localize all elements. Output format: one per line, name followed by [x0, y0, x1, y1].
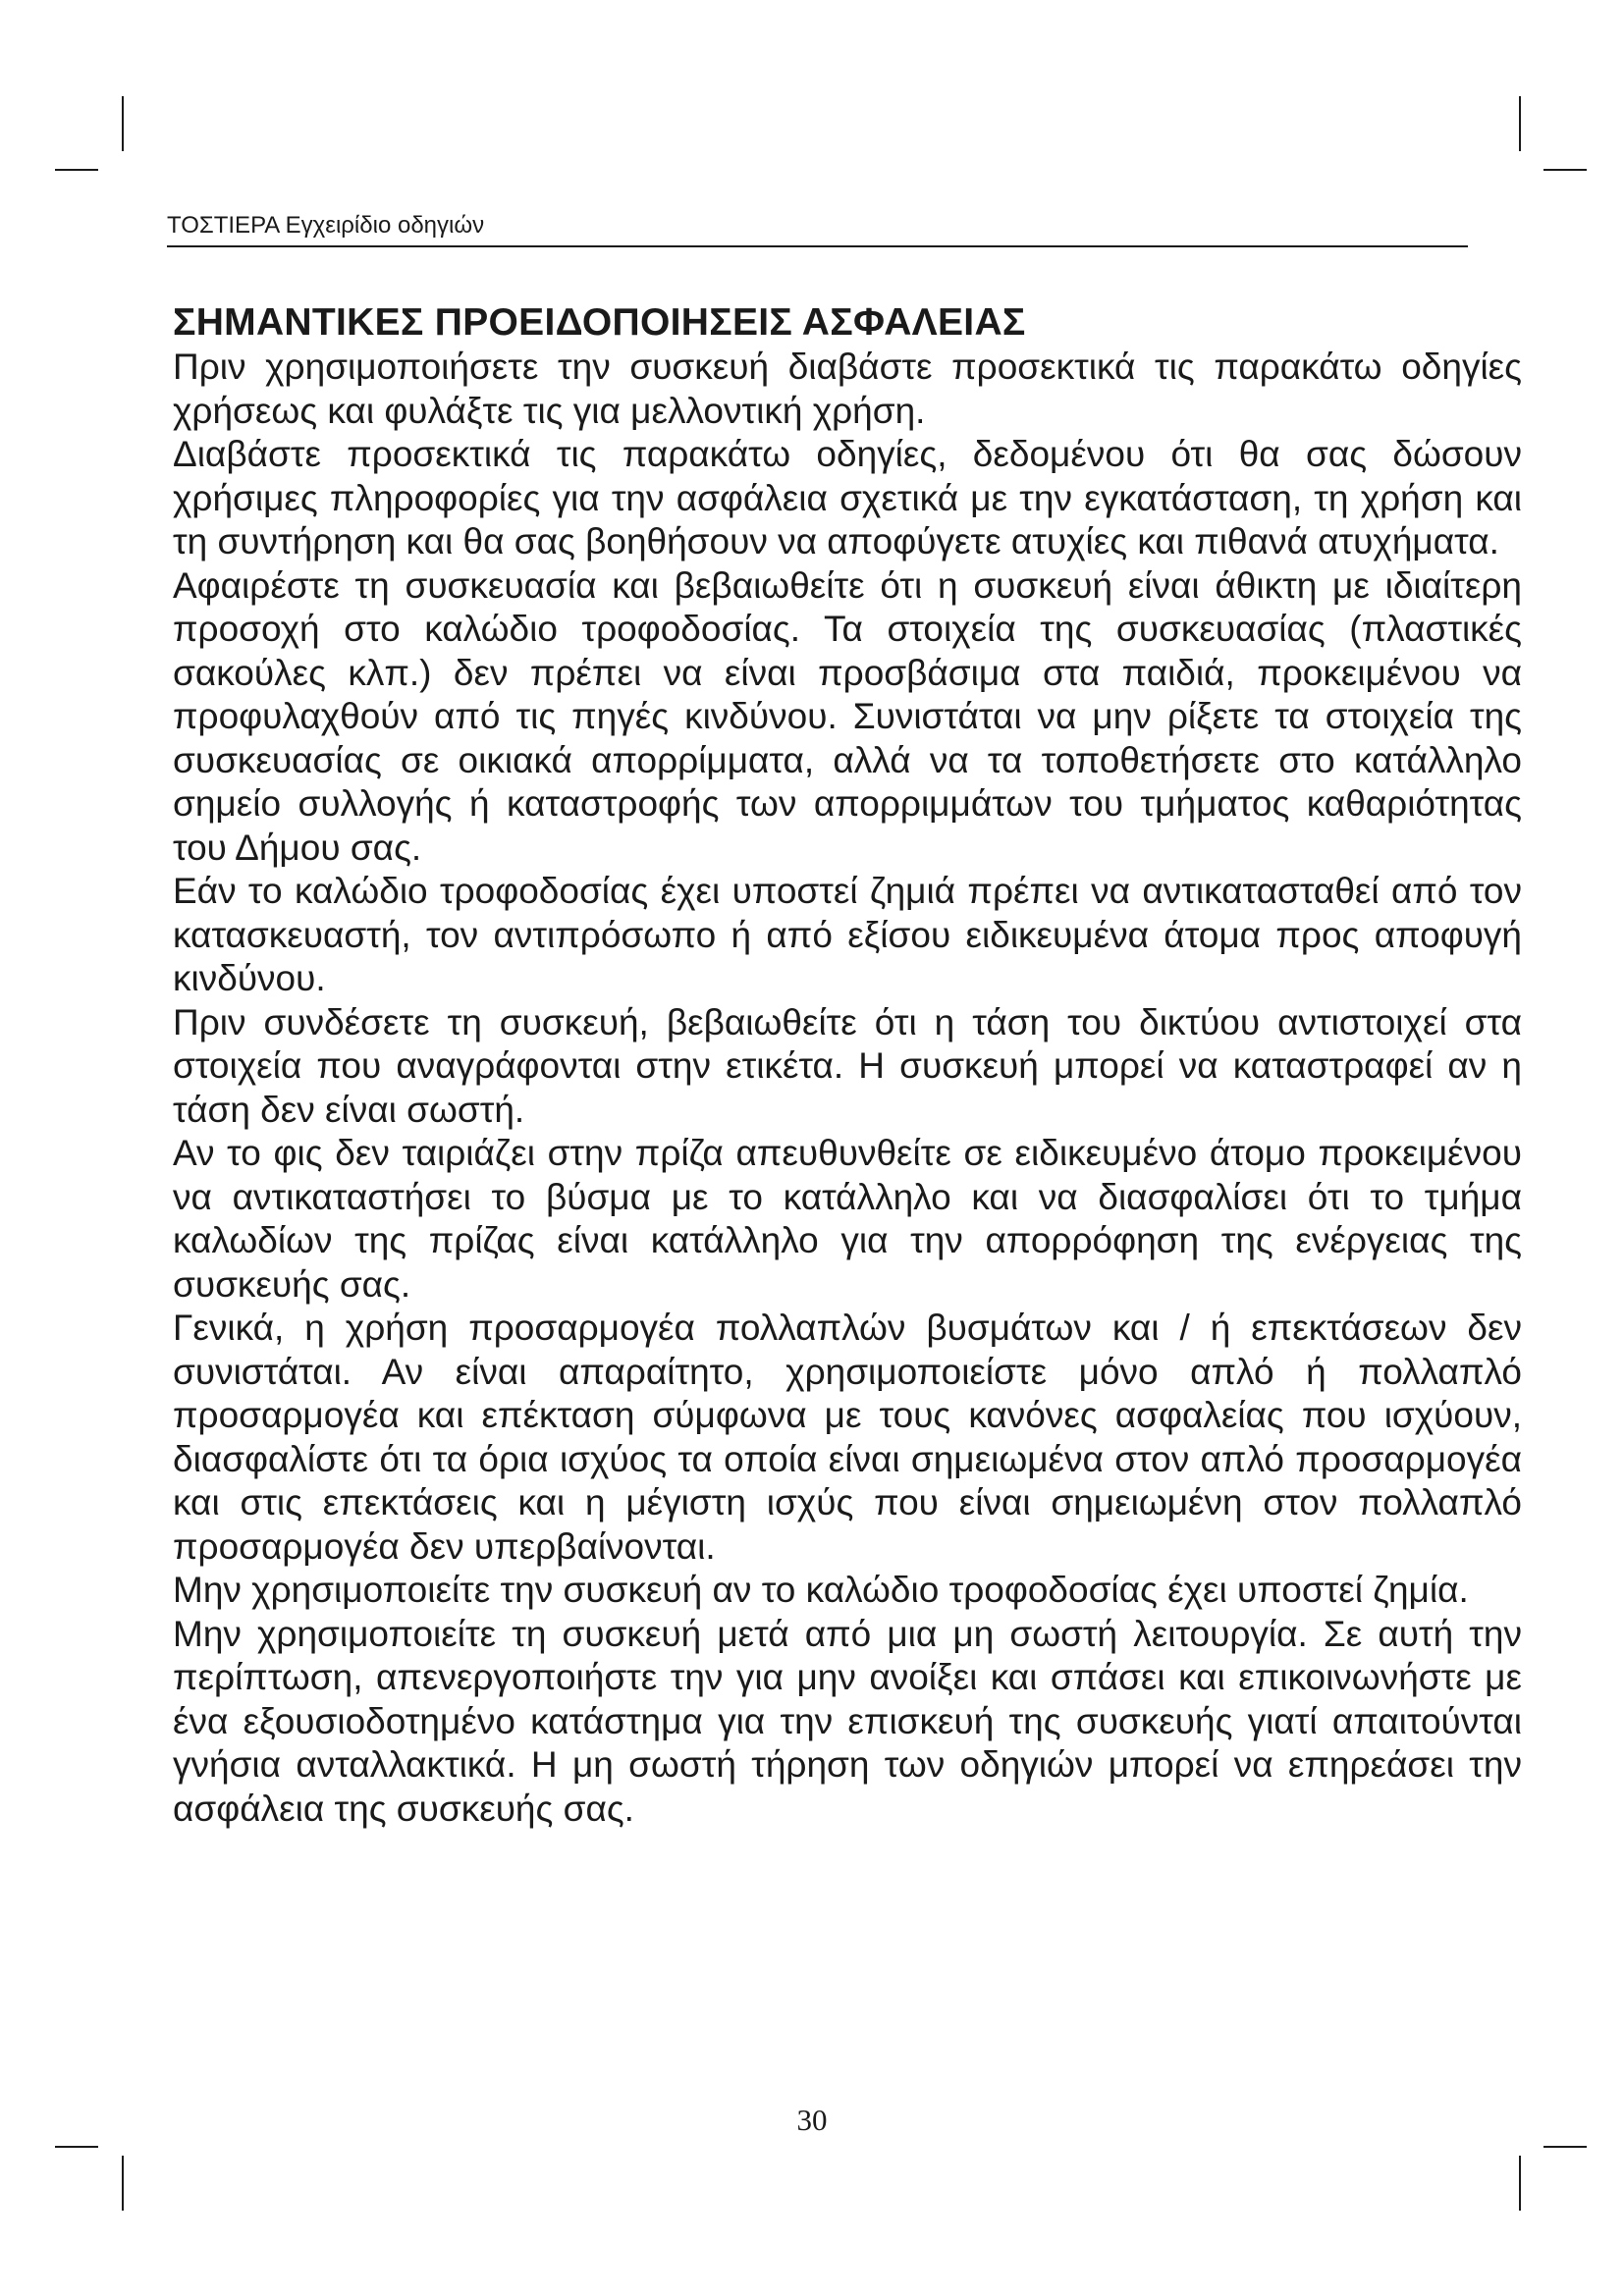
paragraph: Διαβάστε προσεκτικά τις παρακάτω οδηγίες, δεδομένου ότι θα σας δώσουν χρήσιμες πληροφορίες για την ασφάλεια σχετικά με την εγκατάσταση, τη χρήση και τη συντήρηση και θα σας βοηθήσουν να αποφύγετε ατυχίες και πιθανά ατυχήματα. — [173, 434, 1522, 561]
section-title: ΣΗΜΑΝΤΙΚΕΣ ΠΡΟΕΙΔΟΠΟΙΗΣΕΙΣ ΑΣΦΑΛΕΙΑΣ — [173, 301, 1026, 344]
crop-mark-bottom-right-vertical — [1519, 2156, 1521, 2211]
crop-mark-top-left-horizontal — [55, 169, 98, 171]
crop-mark-bottom-left-horizontal — [55, 2146, 98, 2148]
crop-mark-top-right-horizontal — [1543, 169, 1587, 171]
header-rule — [167, 245, 1468, 247]
crop-mark-top-left-vertical — [122, 96, 124, 151]
crop-mark-top-right-vertical — [1519, 96, 1521, 151]
paragraph: Πριν χρησιμοποιήσετε την συσκευή διαβάστε προσεκτικά τις παρακάτω οδηγίες χρήσεως και φυλάξτε τις για μελλοντική χρήση. — [173, 347, 1522, 431]
paragraph: Μην χρησιμοποιείτε την συσκευή αν το καλώδιο τροφοδοσίας έχει υποστεί ζημία. — [173, 1570, 1469, 1610]
crop-mark-bottom-left-vertical — [122, 2156, 124, 2211]
paragraph: Πριν συνδέσετε τη συσκευή, βεβαιωθείτε ότι η τάση του δικτύου αντιστοιχεί στα στοιχεία που αναγράφονται στην ετικέτα. Η συσκευή μπορεί να καταστραφεί αν η τάση δεν είναι σωστή. — [173, 1001, 1522, 1130]
paragraph: Μην χρησιμοποιείτε τη συσκευή μετά από μια μη σωστή λειτουργία. Σε αυτή την περίπτωση, απενεργοποιήστε την για μην ανοίξει και σπάσει και επικοινωνήστε με ένα εξουσιοδοτημένο κατάστημα για την επισκευή της συσκευής γιατί απαιτούνται γνήσια ανταλλακτικά. Η μη σωστή τήρηση των οδηγιών μπορεί να επηρεάσει την ασφάλεια της συσκευής σας. — [173, 1613, 1522, 1829]
page-number: 30 — [796, 2103, 828, 2137]
paragraph: Αν το φις δεν ταιριάζει στην πρίζα απευθυνθείτε σε ειδικευμένο άτομο προκειμένου να αντικαταστήσει το βύσμα με το κατάλληλο και να διασφαλίσει ότι το τμήμα καλωδίων της πρίζας είναι κατάλληλο για την απορρόφηση της ενέργειας της συσκευής σας. — [173, 1133, 1522, 1305]
safety-section — [173, 300, 1522, 1831]
paragraph: Γενικά, η χρήση προσαρμογέα πολλαπλών βυσμάτων και / ή επεκτάσεων δεν συνιστάται. Αν είναι απαραίτητο, χρησιμοποιείστε μόνο απλό ή πολλαπλό προσαρμογέα και επέκταση σύμφωνα με τους κανόνες ασφαλείας που ισχύουν, διασφαλίστε ότι τα όρια ισχύος τα οποία είναι σημειωμένα στον απλό προσαρμογέα και στις επεκτάσεις και η μέγιστη ισχύς που είναι σημειωμένη στον πολλαπλό προσαρμογέα δεν υπερβαίνονται. — [173, 1308, 1522, 1567]
paragraph: Εάν το καλώδιο τροφοδοσίας έχει υποστεί ζημιά πρέπει να αντικατασταθεί από τον κατασκευαστή, τον αντιπρόσωπο ή από εξίσου ειδικευμένα άτομα προς αποφυγή κινδύνου. — [173, 871, 1522, 998]
crop-mark-bottom-right-horizontal — [1543, 2146, 1587, 2148]
paragraph: Αφαιρέστε τη συσκευασία και βεβαιωθείτε ότι η συσκευή είναι άθικτη με ιδιαίτερη προσοχή στο καλώδιο τροφοδοσίας. Τα στοιχεία της συσκευασίας (πλαστικές σακούλες κλπ.) δεν πρέπει να είναι προσβάσιμα στα παιδιά, προκειμένου να προφυλαχθούν από τις πηγές κινδύνου. Συνιστάται να μην ρίξετε τα στοιχεία της συσκευασίας σε οικιακά απορρίμματα, αλλά να τα τοποθετήσετε στο κατάλληλο σημείο συλλογής ή καταστροφής των απορριμμάτων του τμήματος καθαριότητας του Δήμου σας. — [173, 564, 1522, 868]
running-header: ΤΟΣΤΙΕΡΑ Εγχειρίδιο οδηγιών — [167, 212, 485, 239]
